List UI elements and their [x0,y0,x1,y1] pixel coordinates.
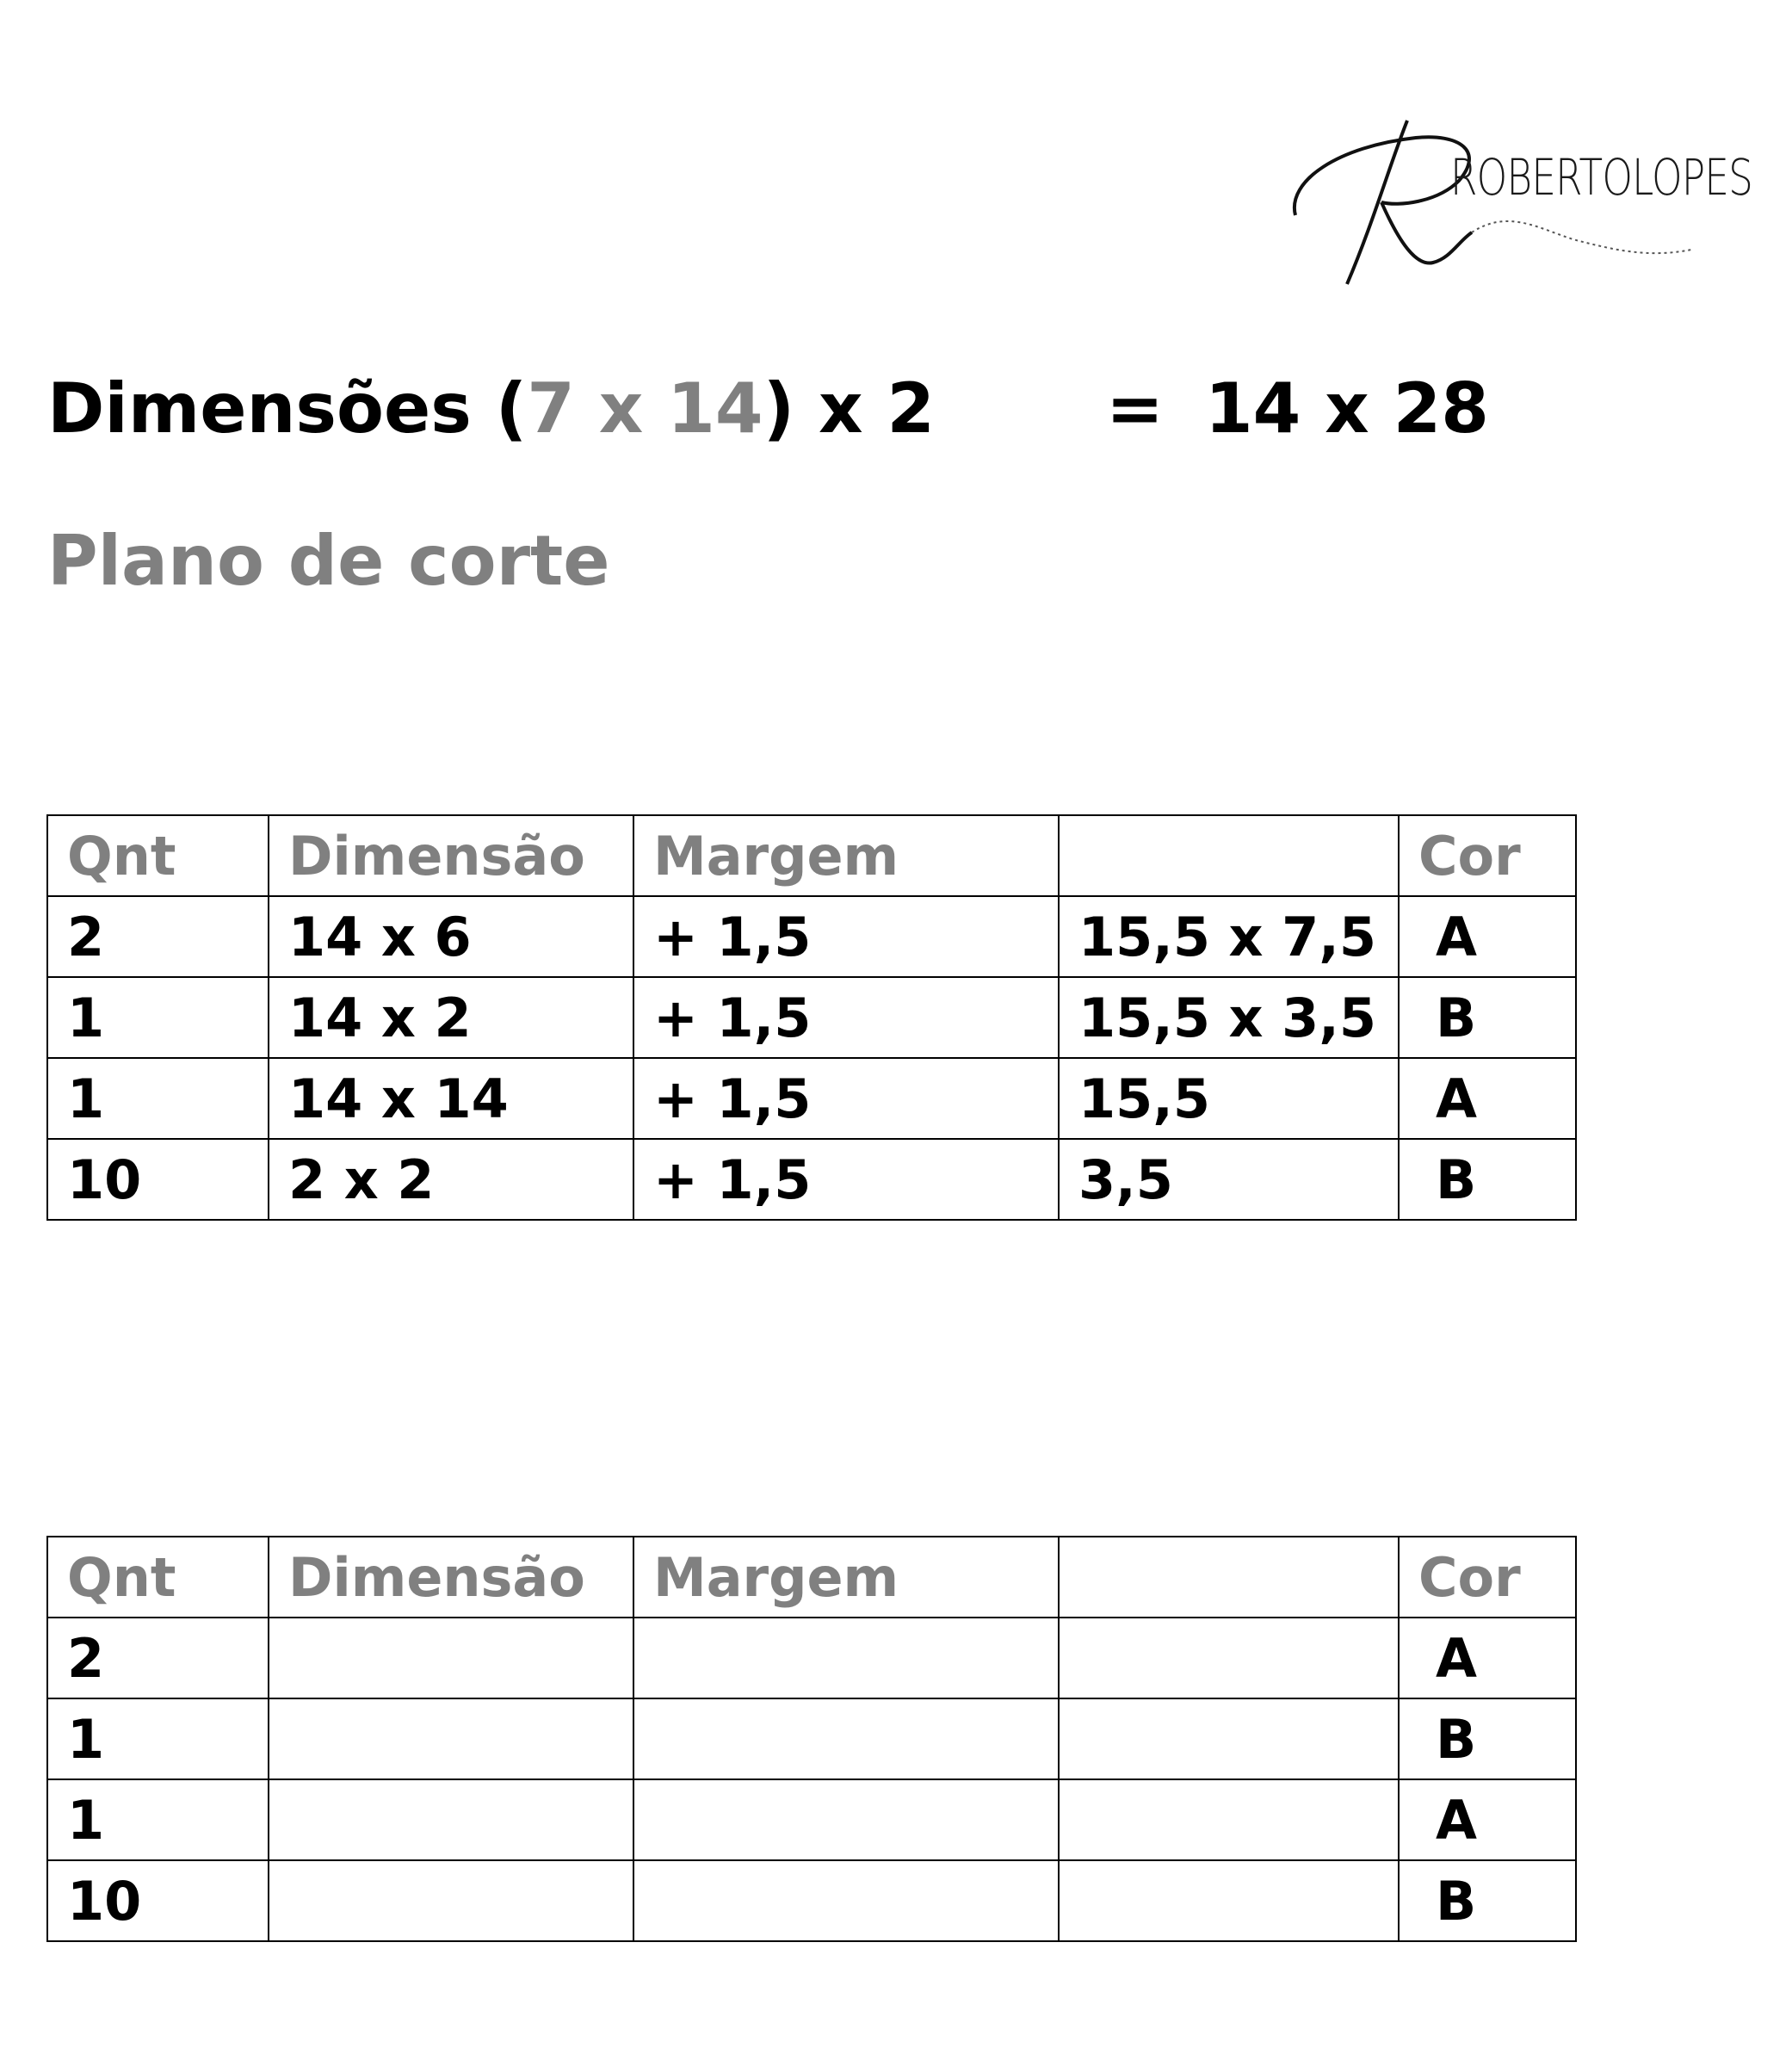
cell-margem: + 1,5 [633,896,1059,977]
table-row [47,1698,1576,1779]
cell-margem [633,1779,1059,1860]
cell-total: 15,5 x 7,5 [1059,896,1399,977]
cell-qnt: 1 [47,1779,269,1860]
cutting-plan-table [46,814,1577,1221]
table-row [47,1860,1576,1941]
header-qnt: Qnt [47,1537,269,1618]
table-row [47,1779,1576,1860]
cell-cor: A [1399,1779,1576,1860]
header-dimensao: Dimensão [269,815,633,896]
cell-qnt: 2 [47,1618,269,1698]
cell-margem: + 1,5 [633,977,1059,1058]
cell-qnt: 10 [47,1139,269,1220]
cell-margem [633,1698,1059,1779]
heading-equals: = [1106,368,1165,448]
cell-qnt: 2 [47,896,269,977]
header-total [1059,1537,1399,1618]
cell-total: 3,5 [1059,1139,1399,1220]
heading-prefix: Dimensões ( [47,368,528,448]
cell-total: 15,5 x 3,5 [1059,977,1399,1058]
cell-cor: A [1399,1618,1576,1698]
dimensions-heading [47,366,1511,452]
table-row [47,977,1576,1058]
cell-total [1059,1779,1399,1860]
table-row [47,1139,1576,1220]
cell-dimensao: 14 x 14 [269,1058,633,1139]
cell-dimensao: 2 x 2 [269,1139,633,1220]
cell-cor: A [1399,1058,1576,1139]
cell-margem [633,1860,1059,1941]
cell-dimensao [269,1698,633,1779]
cell-dimensao [269,1618,633,1698]
heading-suffix: ) x 2 [763,368,936,448]
cell-dimensao: 14 x 2 [269,977,633,1058]
cell-margem: + 1,5 [633,1058,1059,1139]
cell-margem: + 1,5 [633,1139,1059,1220]
brand-logo [1287,112,1786,293]
cell-cor: B [1399,1860,1576,1941]
page-subtitle: Plano de corte [47,521,610,601]
cell-qnt: 1 [47,977,269,1058]
header-cor: Cor [1399,1537,1576,1618]
cell-cor: B [1399,1698,1576,1779]
header-total [1059,815,1399,896]
cell-dimensao: 14 x 6 [269,896,633,977]
heading-result: 14 x 28 [1205,368,1489,448]
cell-total [1059,1618,1399,1698]
heading-base-size: 7 x 14 [527,368,763,448]
header-cor: Cor [1399,815,1576,896]
cell-total [1059,1698,1399,1779]
cell-total: 15,5 [1059,1058,1399,1139]
cell-cor: A [1399,896,1576,977]
cell-cor: B [1399,977,1576,1058]
cell-total [1059,1860,1399,1941]
header-qnt: Qnt [47,815,269,896]
header-margem: Margem [633,815,1059,896]
cell-qnt: 1 [47,1058,269,1139]
cell-qnt: 1 [47,1698,269,1779]
header-margem: Margem [633,1537,1059,1618]
cell-qnt: 10 [47,1860,269,1941]
logo-wordmark: ROBERTOLOPES [1450,148,1753,207]
cell-dimensao [269,1779,633,1860]
table-row [47,896,1576,977]
blank-cutting-plan-table [46,1536,1577,1942]
table-header-row [47,1537,1576,1618]
cell-cor: B [1399,1139,1576,1220]
table-header-row [47,815,1576,896]
cell-margem [633,1618,1059,1698]
cell-dimensao [269,1860,633,1941]
table-row [47,1058,1576,1139]
table-row [47,1618,1576,1698]
header-dimensao: Dimensão [269,1537,633,1618]
